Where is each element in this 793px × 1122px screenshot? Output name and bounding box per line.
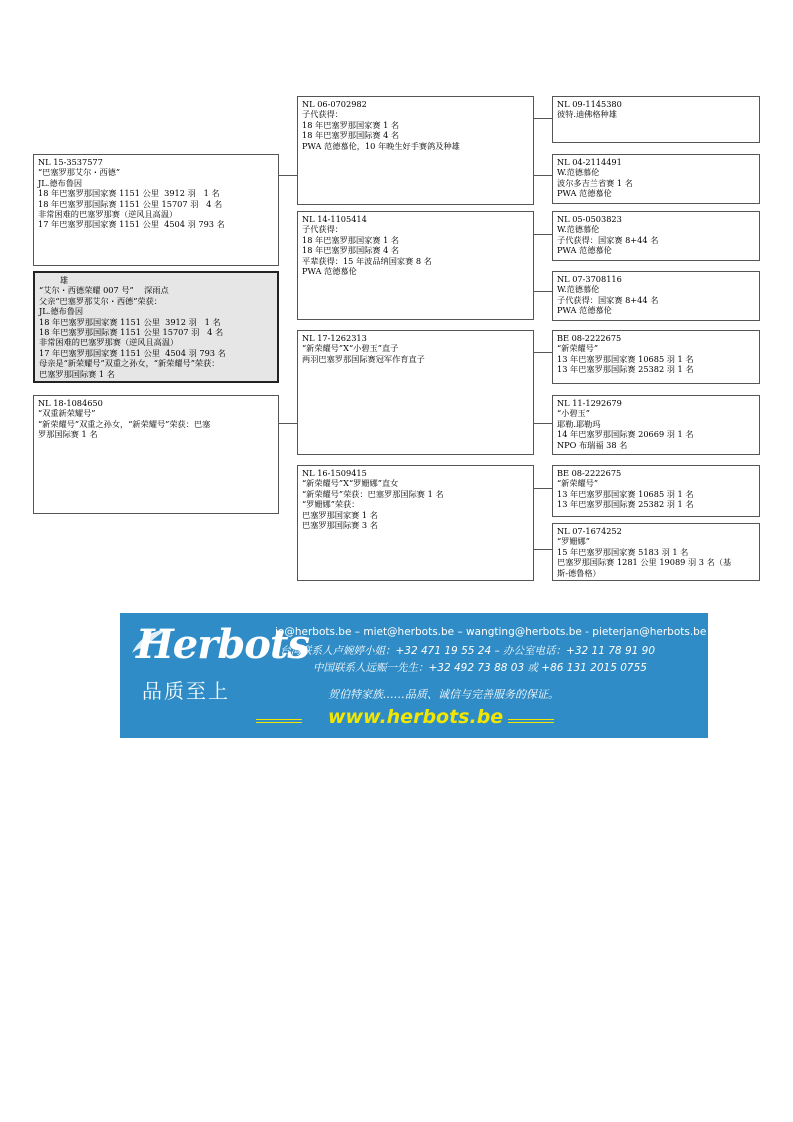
- dam-dam-box: [297, 465, 534, 581]
- connector-line: [533, 549, 552, 550]
- banner-emails[interactable]: jo@herbots.be – miet@herbots.be – wangting@herbots.be - pieterjan@herbots.be: [275, 626, 707, 638]
- pedigree-line: PWA 范德慕伦，10 年晚生好手赛鸽及种雄: [302, 140, 460, 151]
- pedigree-line: 父亲“巴塞罗那艾尔・西德”荣获：: [39, 295, 162, 306]
- pedigree-line: 巴塞罗那国家赛 1 名: [302, 509, 378, 520]
- pedigree-line: “新荣耀号”: [557, 478, 599, 489]
- pedigree-line: 巴塞罗那国际赛 1 名: [39, 368, 115, 379]
- pedigree-line: NL 16-1509415: [302, 468, 367, 478]
- pedigree-line: 18 年巴塞罗那国家赛 1 名: [302, 234, 400, 245]
- pedigree-line: “巴塞罗那艾尔・西德”: [38, 167, 121, 178]
- pedigree-line: “双重新荣耀号”: [38, 408, 96, 419]
- pedigree-line: 两羽巴塞罗那国际赛冠军作育直子: [302, 353, 425, 364]
- sire-dam-box: [297, 211, 534, 320]
- pedigree-line: NL 17-1262313: [302, 333, 367, 343]
- connector-line: [533, 234, 552, 235]
- pedigree-line: “艾尔・西德荣耀 007 号” 深雨点: [39, 285, 169, 296]
- herbots-logo: Herbots: [136, 621, 309, 668]
- pedigree-line: 波尔多吉兰省赛 1 名: [557, 177, 633, 188]
- banner-taiwan-contact: 台湾联系人卢婉婷小姐：+32 471 19 55 24 – 办公室电话：+32 11 78 91 90: [280, 645, 656, 657]
- herbots-banner: [120, 613, 708, 738]
- decorative-line-left: [256, 719, 302, 723]
- pedigree-line: NL 15-3537577: [38, 157, 103, 167]
- pedigree-line: 13 年巴塞罗那国际赛 25382 羽 1 名: [557, 364, 694, 375]
- pedigree-line: “新荣耀号”双重之孙女，“新荣耀号”荣获：巴塞: [38, 418, 211, 429]
- pedigree-line: 18 年巴塞罗那国际赛 4 名: [302, 130, 400, 141]
- pedigree-line: JL.德布鲁因: [38, 177, 83, 188]
- connector-line: [533, 488, 552, 489]
- connector-line: [533, 352, 552, 353]
- pedigree-line: NL 06-0702982: [302, 99, 367, 109]
- pedigree-line: “罗姗娜”荣获：: [302, 499, 360, 510]
- pedigree-line: JL.德布鲁因: [39, 306, 84, 317]
- connector-line: [533, 118, 552, 119]
- pedigree-line: 巴塞罗那国际赛 1281 公里 19089 羽 3 名（基: [557, 557, 732, 568]
- pedigree-line: 耶勒.耶勒玛: [557, 418, 601, 429]
- pedigree-line: NL 04-2114491: [557, 157, 622, 167]
- sire-box: [33, 154, 279, 266]
- banner-website-link[interactable]: www.herbots.be: [328, 706, 504, 728]
- pedigree-line: 13 年巴塞罗那国家赛 10685 羽 1 名: [557, 353, 694, 364]
- pedigree-line: “新荣耀号”荣获：巴塞罗那国际赛 1 名: [302, 488, 444, 499]
- pedigree-line: “新荣耀号”X“罗姗娜”直女: [302, 478, 399, 489]
- dam-sire-sire-box: [552, 330, 760, 384]
- pedigree-line: BE 08-2222675: [557, 468, 622, 478]
- pedigree-line: “小碧玉”: [557, 408, 590, 419]
- pedigree-line: PWA 范德慕伦: [557, 188, 612, 199]
- connector-line: [278, 423, 297, 424]
- pedigree-line: PWA 范德慕伦: [557, 305, 612, 316]
- sire-sire-box: [297, 96, 534, 205]
- connector-line: [533, 291, 552, 292]
- pedigree-line: 15 年巴塞罗那国家赛 5183 羽 1 名: [557, 546, 689, 557]
- dam-box: [33, 395, 279, 514]
- sire-dam-sire-box: [552, 211, 760, 261]
- pedigree-line: 13 年巴塞罗那国家赛 10685 羽 1 名: [557, 488, 694, 499]
- pedigree-line: 非常困难的巴塞罗那赛（逆风且高温）: [38, 209, 178, 220]
- pedigree-line: 18 年巴塞罗那国家赛 1 名: [302, 119, 400, 130]
- pedigree-line: “新荣耀号”: [557, 343, 599, 354]
- pedigree-line: 18 年巴塞罗那国家赛 1151 公里 3912 羽 1 名: [38, 188, 220, 199]
- pedigree-line: W.范德慕伦: [557, 224, 600, 235]
- banner-slogan: 品质至上: [142, 679, 230, 703]
- dam-dam-dam-box: [552, 523, 760, 581]
- subject-pigeon-box: [33, 271, 279, 383]
- pedigree-line: 雄: [39, 275, 69, 285]
- pedigree-line: 彼特.迪佛格种雄: [557, 109, 617, 120]
- sire-dam-dam-box: [552, 271, 760, 321]
- connector-line: [533, 423, 552, 424]
- pedigree-line: W.范德慕伦: [557, 167, 600, 178]
- pedigree-line: 子代获得：国家赛 8+44 名: [557, 294, 659, 305]
- pedigree-line: 18 年巴塞罗那国际赛 4 名: [302, 245, 400, 256]
- pedigree-line: 17 年巴塞罗那国家赛 1151 公里 4504 羽 793 名: [39, 347, 226, 358]
- pedigree-line: NL 11-1292679: [557, 398, 622, 408]
- pedigree-line: NL 07-3708116: [557, 274, 622, 284]
- pedigree-line: NL 05-0503823: [557, 214, 622, 224]
- sire-sire-dam-box: [552, 154, 760, 204]
- pedigree-line: 斯-德鲁格）: [557, 567, 601, 578]
- sire-sire-sire-box: [552, 96, 760, 143]
- pedigree-line: 17 年巴塞罗那国家赛 1151 公里 4504 羽 793 名: [38, 219, 225, 230]
- pedigree-line: 子代获得：: [302, 109, 343, 120]
- banner-tagline: 贺伯特家族……品质、诚信与完善服务的保证。: [328, 688, 559, 701]
- pedigree-line: NPO 布瑞福 38 名: [557, 439, 628, 450]
- dam-sire-box: [297, 330, 534, 455]
- pedigree-line: 罗那国际赛 1 名: [38, 429, 98, 440]
- pedigree-line: 母亲是“新荣耀号”双重之孙女，“新荣耀号”荣获：: [39, 358, 220, 369]
- pedigree-line: NL 09-1145380: [557, 99, 622, 109]
- connector-line: [533, 175, 552, 176]
- pedigree-line: 18 年巴塞罗那国际赛 1151 公里 15707 羽 4 名: [38, 198, 223, 209]
- pedigree-line: NL 18-1084650: [38, 398, 103, 408]
- connector-line: [278, 175, 297, 176]
- pedigree-line: 子代获得：国家赛 8+44 名: [557, 234, 659, 245]
- pedigree-line: NL 14-1105414: [302, 214, 367, 224]
- pedigree-line: 平辈获得：15 年波品纳国家赛 8 名: [302, 255, 432, 266]
- pedigree-line: NL 07-1674252: [557, 526, 622, 536]
- dam-sire-dam-box: [552, 395, 760, 455]
- pedigree-line: 巴塞罗那国际赛 3 名: [302, 520, 378, 531]
- pedigree-line: 非常困难的巴塞罗那赛（逆风且高温）: [39, 337, 179, 348]
- dam-dam-sire-box: [552, 465, 760, 517]
- pedigree-line: PWA 范德慕伦: [557, 245, 612, 256]
- decorative-line-right: [508, 719, 554, 723]
- pedigree-line: 18 年巴塞罗那国际赛 1151 公里 15707 羽 4 名: [39, 327, 224, 338]
- pedigree-line: BE 08-2222675: [557, 333, 622, 343]
- pedigree-line: 14 年巴塞罗那国际赛 20669 羽 1 名: [557, 429, 694, 440]
- pedigree-line: 18 年巴塞罗那国家赛 1151 公里 3912 羽 1 名: [39, 316, 221, 327]
- pedigree-line: PWA 范德慕伦: [302, 266, 357, 277]
- banner-china-contact: 中国联系人远赈一先生：+32 492 73 88 03 或 +86 131 2015 0755: [313, 662, 647, 674]
- pedigree-line: W.范德慕伦: [557, 284, 600, 295]
- pedigree-line: 子代获得：: [302, 224, 343, 235]
- pedigree-line: “罗姗娜”: [557, 536, 590, 547]
- pedigree-line: 13 年巴塞罗那国际赛 25382 羽 1 名: [557, 499, 694, 510]
- pedigree-line: “新荣耀号”X“小碧玉”直子: [302, 343, 399, 354]
